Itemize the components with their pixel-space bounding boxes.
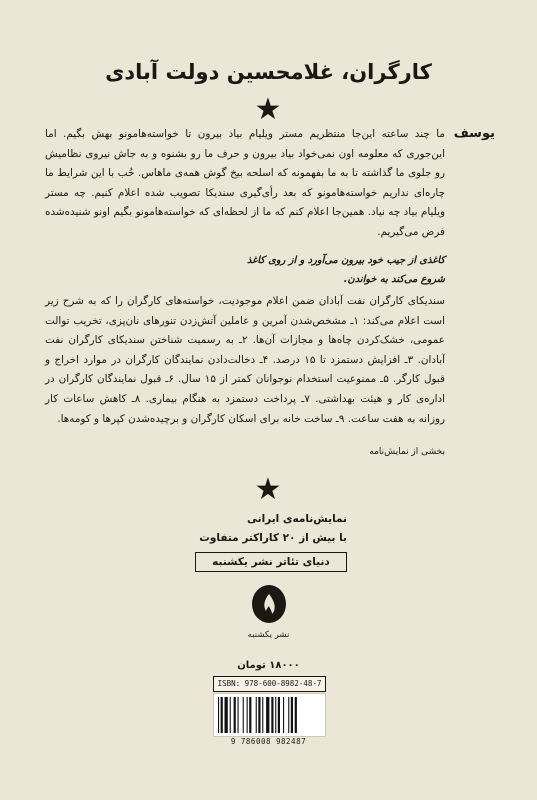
barcode-bar bbox=[218, 697, 219, 733]
barcode-bar bbox=[283, 697, 284, 733]
barcode-bar bbox=[230, 697, 231, 733]
barcode-bar bbox=[234, 697, 236, 733]
demands-paragraph: سندیکای کارگران نفت آبادان ضمن اعلام موجودیت، خواسته‌های کارگران را که به شرح زیر است اعلام می‌کند: ۱ـ مشخص‌شدن آمرین و عاملین آتش‌زدن تنورهای نان‌پزی، تخریب توالت عمومی، خشک‌کردن چاه‌ها و مجازات آن‌ها. ۲ـ به رسمیت شناختن سندیکای کارگران نفت آبادان. ۳ـ افزایش دستمزد تا ۱۵ درصد. ۴ـ دخالت‌دادن نمایندگان کارگران در موارد اخراج و قبول کارگر. ۵ـ ممنوعیت استخدام نوجوانان کمتر از ۱۵ سال. ۶ـ قبول نمایندگان کارگران در اداره‌ی کار و هیئت بهداشتی. ۷ـ پرداخت دستمزد به هنگام بیماری. ۸ـ کاهش ساعات کار روزانه به هفت ساعت. ۹ـ ساخت خانه برای اسکان کارگران و برچیده‌شدن کپرها و کومه‌ها. bbox=[45, 295, 445, 425]
price-label: ۱۸۰۰۰ تومان bbox=[237, 660, 300, 671]
publisher-logo-icon bbox=[252, 585, 286, 623]
barcode-icon bbox=[213, 693, 326, 737]
publisher-name: نشر یکشنبه bbox=[247, 630, 290, 640]
book-title: کارگران، غلامحسین دولت آبادی bbox=[105, 60, 432, 84]
barcode-bar bbox=[266, 697, 269, 733]
barcode-bar bbox=[238, 697, 239, 733]
stage-direction-line-2: شروع می‌کند به خواندن. bbox=[343, 274, 445, 285]
barcode-bar bbox=[262, 697, 263, 733]
stage-direction bbox=[45, 251, 445, 289]
series-box: دنیای تئاتر نشر یکشنبه bbox=[195, 552, 347, 572]
barcode-bar bbox=[295, 697, 297, 733]
stage-direction-line-1: کاغذی از جیب خود بیرون می‌آورد و از روی کاغذ bbox=[246, 255, 445, 266]
barcode-bar bbox=[249, 697, 251, 733]
source-note: بخشی از نمایش‌نامه bbox=[369, 447, 445, 457]
barcode-bar bbox=[258, 697, 260, 733]
barcode-bar bbox=[243, 697, 244, 733]
barcode-bar bbox=[247, 697, 248, 733]
barcode-bar bbox=[275, 697, 276, 733]
barcode-bar bbox=[256, 697, 257, 733]
barcode-bar bbox=[291, 697, 293, 733]
barcode-bar bbox=[288, 697, 289, 733]
promo-line: با بیش از ۲۰ کاراکتر متفاوت bbox=[199, 532, 347, 544]
barcode-bar bbox=[225, 697, 228, 733]
barcode-bar bbox=[278, 697, 280, 733]
star-divider-icon: ★ bbox=[254, 92, 282, 127]
speaker-name: یوسف bbox=[453, 126, 495, 141]
isbn-label: ISBN: 978-600-8982-48-7 bbox=[213, 676, 326, 692]
speech-excerpt: ما چند ساعته این‌جا منتظریم مستر ویلیام بیاد بیرون تا خواسته‌هامونو بهش بگیم. اما این‌جوری که معلومه اون نمی‌خواد بیاد بیرون و حرف ما رو بشنوه و به جاش نیروی نظامیش رو جلوی ما گذاشته تا به ما بفهمونه که اسلحه بیخ گوش همه‌ی ماهاس. خُب با این شرایط ما چاره‌ای نداریم خواسته‌هامونو که بعد رأی‌گیری سندیکا تصویب شده اعلام کنیم. چه مستر ویلیام بیاد چه نیاد. همین‌جا اعلام کنم که ما از لحظه‌ای که خواسته‌هامونو بگیم اونو شنیده‌شده فرض می‌گیریم. bbox=[45, 128, 445, 238]
promo-line: نمایش‌نامه‌ی ایرانی bbox=[247, 513, 347, 525]
barcode-bar bbox=[271, 697, 273, 733]
barcode-number: 9 786008 982487 bbox=[230, 737, 307, 746]
barcode-bar bbox=[221, 697, 223, 733]
star-divider-icon: ★ bbox=[254, 472, 282, 507]
